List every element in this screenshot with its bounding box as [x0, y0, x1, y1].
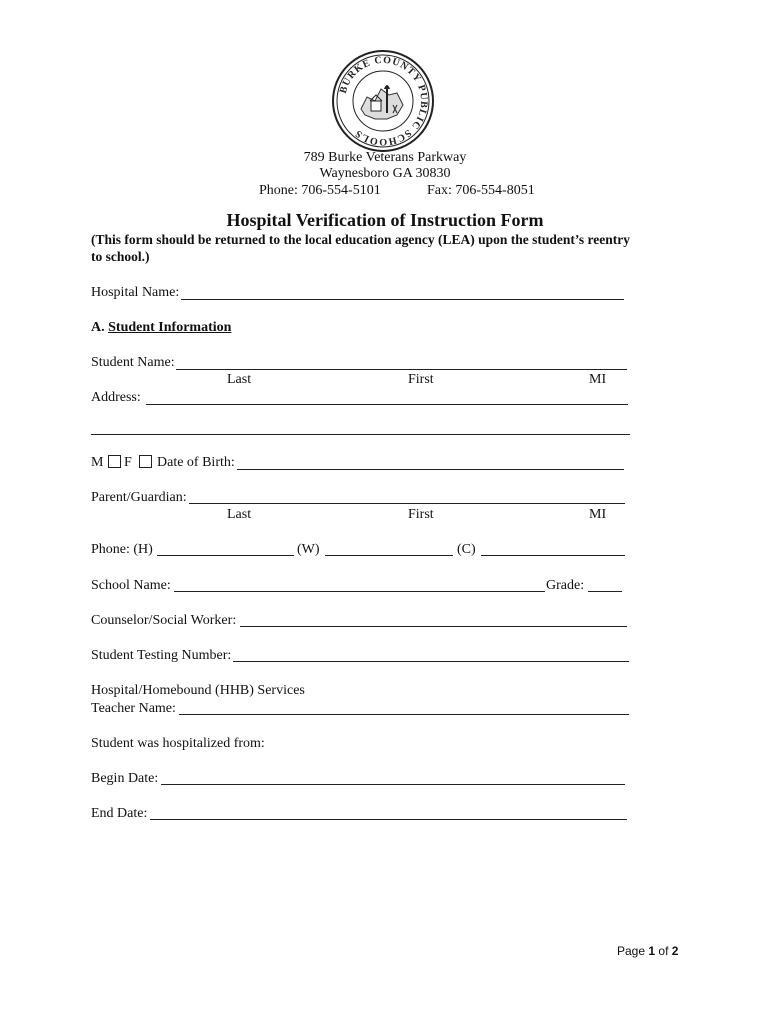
female-checkbox[interactable] — [139, 455, 152, 468]
counselor-field[interactable] — [240, 626, 627, 627]
hospital-name-label: Hospital Name: — [91, 285, 180, 300]
hospital-name-field[interactable] — [181, 299, 624, 300]
student-first-caption: First — [408, 372, 434, 387]
school-name-label: School Name: — [91, 578, 171, 593]
testing-number-label: Student Testing Number: — [91, 648, 232, 663]
grade-label: Grade: — [546, 578, 585, 593]
parent-last-caption: Last — [227, 507, 252, 522]
begin-date-field[interactable] — [161, 784, 625, 785]
page-total: 2 — [671, 944, 679, 958]
hhb-teacher-name-field[interactable] — [179, 714, 629, 715]
school-name-field[interactable] — [174, 591, 545, 592]
phone-home-label: Phone: (H) — [91, 542, 153, 557]
address-label: Address: — [91, 390, 141, 405]
page-of: of — [658, 944, 669, 958]
section-a-prefix: A. — [91, 320, 105, 335]
hospitalized-from-label: Student was hospitalized from: — [91, 736, 265, 751]
student-name-field[interactable] — [176, 369, 627, 370]
parent-mi-caption: MI — [589, 507, 607, 522]
parent-guardian-field[interactable] — [189, 503, 625, 504]
date-of-birth-label: Date of Birth: — [157, 455, 235, 470]
seal-lettering: BURKE COUNTY PUBLIC SCHOOLS — [337, 54, 430, 148]
page-number — [617, 944, 678, 958]
section-a-title: Student Information — [108, 320, 232, 335]
begin-date-label: Begin Date: — [91, 771, 159, 786]
parent-guardian-label: Parent/Guardian: — [91, 490, 187, 505]
form-title: Hospital Verification of Instruction Form — [226, 210, 544, 230]
section-a-heading — [91, 320, 231, 336]
male-checkbox[interactable] — [108, 455, 121, 468]
page-current: 1 — [648, 944, 656, 958]
phone-cell-field[interactable] — [481, 555, 625, 556]
student-mi-caption: MI — [589, 372, 607, 387]
hhb-services-label: Hospital/Homebound (HHB) Services — [91, 683, 305, 698]
hhb-teacher-name-label: Teacher Name: — [91, 701, 176, 716]
page-prefix: Page — [617, 944, 646, 958]
counselor-label: Counselor/Social Worker: — [91, 613, 237, 628]
date-of-birth-field[interactable] — [237, 469, 624, 470]
female-label: F — [124, 455, 132, 470]
school-district-seal — [331, 49, 435, 153]
student-name-label: Student Name: — [91, 355, 175, 370]
address-field-line-1[interactable] — [146, 404, 628, 405]
end-date-field[interactable] — [150, 819, 627, 820]
fax-number: Fax: 706-554-8051 — [427, 183, 535, 198]
form-note-line-1: (This form should be returned to the local education agency (LEA) upon the student’s reentry — [91, 232, 631, 247]
address-line-2: Waynesboro GA 30830 — [319, 166, 451, 181]
address-line-1: 789 Burke Veterans Parkway — [303, 150, 467, 165]
phone-number: Phone: 706-554-5101 — [259, 183, 381, 198]
phone-work-label: (W) — [297, 542, 320, 557]
parent-first-caption: First — [408, 507, 434, 522]
male-label: M — [91, 455, 104, 470]
form-note-line-2: to school.) — [91, 249, 150, 264]
address-field-line-2[interactable] — [91, 434, 630, 435]
phone-cell-label: (C) — [457, 542, 476, 557]
grade-field[interactable] — [588, 591, 622, 592]
phone-home-field[interactable] — [157, 555, 294, 556]
testing-number-field[interactable] — [233, 661, 629, 662]
phone-work-field[interactable] — [325, 555, 453, 556]
end-date-label: End Date: — [91, 806, 148, 821]
student-last-caption: Last — [227, 372, 252, 387]
